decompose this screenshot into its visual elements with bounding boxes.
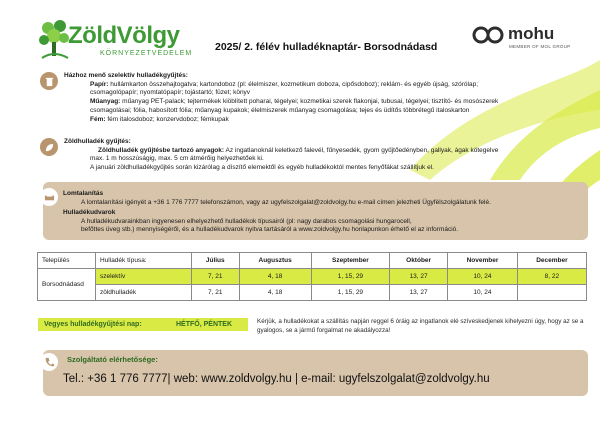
table-row: [38, 269, 587, 285]
recycle-bin-icon: [40, 72, 58, 90]
waste-yards-text: A hulladékudvarainkban ingyenesen elhelyezhető hulladékok típusairól (pl: nagy darabos csomagolási hungarocell,: [81, 217, 412, 225]
info-content: [63, 190, 583, 235]
contact-details: Tel.: +36 1 776 7777| web: www.zoldvolgy.hu | e-mail: ugyfelszolgalat@zoldvolgy.hu: [63, 373, 490, 385]
metal-line: [64, 116, 564, 125]
date-cell: 7, 21: [192, 285, 240, 301]
header-september: Szeptember: [311, 253, 389, 269]
green-items-line: [64, 147, 544, 156]
table-header-row: [38, 253, 587, 269]
partner-subtitle: MEMBER OF MOL GROUP: [509, 44, 571, 49]
waste-type-cell: szelektív: [96, 269, 192, 285]
green-waste-heading: Zöldhulladék gyűjtés:: [64, 138, 131, 145]
plastic-text: műanyag PET-palack; tejtermékek kiöblített poharai, tégelyei; kozmetikai szerek flakonjai, tubusai, tégelyei; tisztító- és mosószerek: [120, 98, 499, 106]
phone-icon: [40, 353, 58, 371]
waste-yards-heading: Hulladékudvarok: [63, 209, 116, 217]
green-items-text: Az ingatlanoknál keletkező falevél, fűnyesedék, gyom gyűjtőedényben, gallyak, ágak kötegelve: [224, 146, 499, 154]
mohu-infinity-icon: [472, 24, 504, 46]
date-cell: 10, 24: [448, 269, 518, 285]
metal-label: Fém:: [90, 115, 106, 123]
date-cell: 1, 15, 29: [311, 269, 389, 285]
date-cell: 10, 24: [448, 285, 518, 301]
selective-collection-section: [64, 72, 564, 124]
paper-text-continued: csomagolópapír; nyomtatópapír; tojástartó; füzet; könyv: [90, 89, 251, 97]
date-cell: 8, 22: [517, 269, 586, 285]
date-cell: 4, 18: [239, 285, 311, 301]
contact-heading: Szolgáltató elérhetősége:: [67, 355, 158, 364]
info-box: [43, 182, 588, 240]
header-november: November: [448, 253, 518, 269]
paper-label: Papír:: [90, 80, 109, 88]
leaf-icon: [40, 138, 58, 156]
sofa-icon: [40, 188, 58, 206]
date-cell: 4, 18: [239, 269, 311, 285]
collection-calendar-table: [37, 252, 587, 301]
placement-note: Kérjük, a hulladékokat a szállítás napján reggel 6 óráig az ingatlanok elé szíveskedjenek kihelyezni úgy, hogy az se a gyalogos, se a jármű forgalmat ne akadályozza!: [257, 318, 584, 334]
tree-logo-icon: [38, 18, 72, 60]
plastic-label: Műanyag:: [90, 98, 121, 106]
bulky-waste-heading: Lomtalanítás: [63, 190, 104, 197]
logo-name: ZöldVölgy: [68, 22, 180, 49]
green-waste-note: A januári zöldhulladékgyűjtés során kizárólag a díszítő elemektől és egyéb hulladékoktól mentes fenyőfákat szállítjuk el.: [90, 164, 434, 172]
mixed-waste-day-label: Vegyes hulladékgyűjtési nap:: [44, 321, 142, 328]
paper-line: [64, 81, 564, 90]
date-cell: 13, 27: [390, 269, 448, 285]
zoldvolgy-logo: [38, 18, 208, 64]
contact-box: [43, 350, 588, 396]
paper-text: hullámkarton összehajtogatva; kartondoboz (pl: élelmiszer, kozmetikum doboza, cipősdoboz); reklám- és egyéb újság, szórólap;: [108, 80, 479, 88]
partner-name: mohu: [508, 24, 555, 43]
logo-subtitle: KÖRNYEZETVÉDELEM: [100, 50, 193, 57]
date-cell: 13, 27: [390, 285, 448, 301]
date-cell: [517, 285, 586, 301]
header-july: Július: [192, 253, 240, 269]
green-items-label: Zöldhulladék gyűjtésbe tartozó anyagok:: [98, 146, 225, 154]
header-settlement: Település: [38, 253, 96, 269]
green-waste-section: [64, 138, 544, 173]
waste-yards-text-continued: befőttes üveg stb.) mennyiségéről, és a hulladékudvarok nyitva tartásáról a www.zoldvolgy.hu honlapunkon érhető el az információ.: [81, 226, 459, 234]
header-waste-type: Hulladék típusa:: [96, 253, 192, 269]
date-cell: 7, 21: [192, 269, 240, 285]
plastic-text-continued: csomagolásai; fólia, habosított fólia; műanyag kupakok; élelmiszerek műanyag csomagolása; tejes és üdítős többrétegű italoskarton: [90, 106, 470, 114]
table-row: [38, 285, 587, 301]
metal-text: fém italosdoboz; konzervdoboz; fémkupak: [105, 115, 229, 123]
green-items-text-continued: max. 1 m hosszúságig, max. 5 cm átmérőig helyezhetőek ki.: [90, 155, 264, 163]
mohu-logo: [472, 22, 582, 56]
header-october: Október: [390, 253, 448, 269]
city-cell: Borsodnádasd: [38, 269, 96, 301]
waste-type-cell: zöldhulladék: [96, 285, 192, 301]
selective-heading: Házhoz menő szelektív hulladékgyűjtés:: [64, 72, 188, 79]
mixed-waste-day-bar: [38, 318, 248, 331]
header-december: December: [517, 253, 586, 269]
bulky-waste-text: A lomtalanítási igényét a +36 1 776 7777 telefonszámon, vagy az ugyfelszolgalat@zoldvolgy.hu e-mail címen jelezheti Ügyfélszolgálatunk felé.: [81, 198, 491, 206]
date-cell: 1, 15, 29: [311, 285, 389, 301]
page-title: 2025/ 2. félév hulladéknaptár- Borsodnádasd: [215, 41, 438, 53]
header-august: Augusztus: [239, 253, 311, 269]
mixed-waste-day-value: HÉTFŐ, PÉNTEK: [176, 321, 233, 328]
plastic-line: [64, 98, 564, 107]
